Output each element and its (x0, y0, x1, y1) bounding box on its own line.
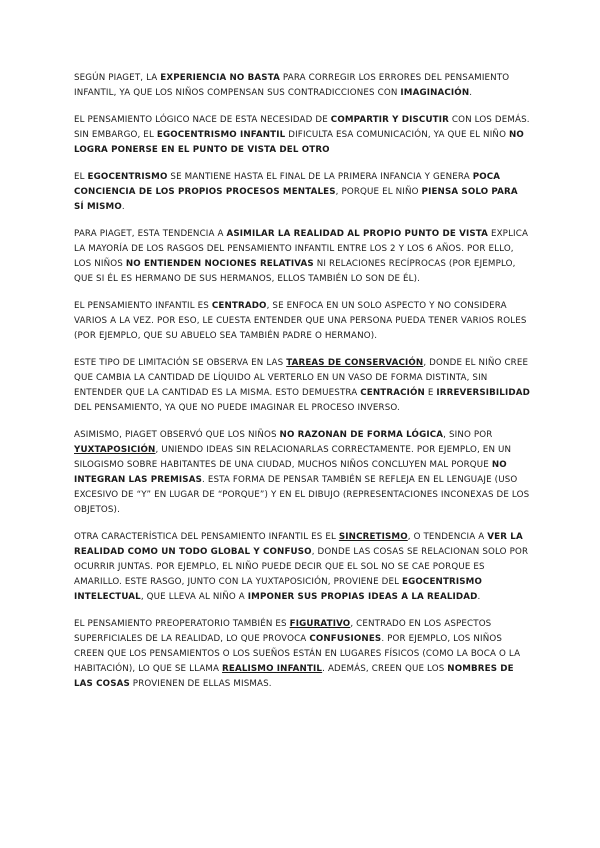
paragraph (74, 617, 530, 692)
text-run: EL PENSAMIENTO LÓGICO NACE DE ESTA NECESIDAD DE (74, 115, 331, 125)
bold-term: NO INTEGRAN LAS PREMISAS (74, 460, 507, 485)
bold-term: NO LOGRA PONERSE EN EL PUNTO DE VISTA DEL OTRO (74, 130, 524, 155)
text-run: , DONDE LAS COSAS SE RELACIONAN SOLO POR OCURRIR JUNTAS. POR EJEMPLO, EL NIÑO PUEDE DECIR QUE EL SOL NO SE CAE PORQUE ES AMARILLO. ESTE RASGO, JUNTO CON LA YUXTAPOSICIÓN, PROVIENE DEL (74, 547, 529, 587)
text-run: . ADEMÁS, CREEN QUE LOS (322, 664, 448, 674)
bold-term: CENTRADO (211, 301, 267, 311)
text-run: EL (74, 172, 88, 182)
bold-term: EGOCENTRISMO INFANTIL (156, 130, 286, 140)
text-run: E (424, 388, 437, 398)
text-run: PARA PIAGET, ESTA TENDENCIA A (74, 229, 227, 239)
text-run: ESTE TIPO DE LIMITACIÓN SE OBSERVA EN LAS (74, 358, 287, 368)
text-run: , UNIENDO IDEAS SIN RELACIONARLAS CORRECTAMENTE. POR EJEMPLO, EN UN SILOGISMO SOBRE HABITANTES DE UNA CIUDAD, MUCHOS NIÑOS CONCLUYEN MAL PORQUE (74, 445, 512, 470)
bold-term: NO RAZONAN DE FORMA LÓGICA (279, 430, 444, 440)
bold-term: PIENSA SOLO PARA SÍ MISMO (74, 187, 518, 212)
text-run: , QUE LLEVA AL NIÑO A (140, 592, 248, 602)
paragraph (74, 227, 530, 287)
text-run: EL PENSAMIENTO INFANTIL ES (74, 301, 212, 311)
text-run: . ESTA FORMA DE PENSAR TAMBIÉN SE REFLEJA EN EL LENGUAJE (USO EXCESIVO DE “Y” EN LUGAR DE “PORQUE”) Y EN EL DIBUJO (REPRESENTACIONES INCONEXAS DE LOS OBJETOS). (74, 475, 530, 515)
document-page (74, 71, 530, 704)
bold-term: CENTRACIÓN (360, 388, 425, 398)
bold-term: EXPERIENCIA NO BASTA (160, 73, 280, 83)
text-run: NI RELACIONES RECÍPROCAS (POR EJEMPLO, QUE SI ÉL ES HERMANO DE SUS HERMANOS, ELLOS TAMBIÉN LO SON DE ÉL). (74, 259, 516, 284)
paragraph (74, 170, 530, 215)
text-run: CON LOS DEMÁS. SIN EMBARGO, EL (74, 115, 530, 140)
bold-term: VER LA REALIDAD COMO UN TODO GLOBAL Y CONFUSO (74, 532, 523, 557)
text-run: , SE ENFOCA EN UN SOLO ASPECTO Y NO CONSIDERA VARIOS A LA VEZ. POR ESO, LE CUESTA ENTENDER QUE UNA PERSONA PUEDA TENER VARIOS ROLES (POR EJEMPLO, QUE SU ABUELO SEA TAMBIÉN PADRE O HERMANO). (74, 301, 527, 341)
text-run: , SINO POR (443, 430, 493, 440)
text-run: ASIMISMO, PIAGET OBSERVÓ QUE LOS NIÑOS (74, 430, 280, 440)
bold-term: EGOCENTRISMO INTELECTUAL (74, 577, 482, 602)
text-run: DEL PENSAMIENTO, YA QUE NO PUEDE IMAGINAR EL PROCESO INVERSO. (74, 403, 400, 413)
bold-term: NO ENTIENDEN NOCIONES RELATIVAS (125, 259, 314, 269)
underlined-bold-term: SINCRETISMO (338, 532, 408, 542)
bold-term: EGOCENTRISMO (87, 172, 168, 182)
text-run: DIFICULTA ESA COMUNICACIÓN, YA QUE EL NIÑO (285, 130, 509, 140)
underlined-bold-term: TAREAS DE CONSERVACIÓN (286, 358, 424, 368)
paragraph (74, 428, 530, 518)
text-run: . (469, 88, 473, 98)
bold-term: IRREVERSIBILIDAD (436, 388, 530, 398)
text-run: . (121, 202, 125, 212)
bold-term: POCA CONCIENCIA DE LOS PROPIOS PROCESOS MENTALES (74, 172, 501, 197)
bold-term: COMPARTIR Y DISCUTIR (330, 115, 449, 125)
bold-term: ASIMILAR LA REALIDAD AL PROPIO PUNTO DE VISTA (226, 229, 489, 239)
paragraph (74, 113, 530, 158)
bold-term: IMAGINACIÓN (400, 88, 470, 98)
text-run: , CENTRADO EN LOS ASPECTOS SUPERFICIALES DE LA REALIDAD, LO QUE PROVOCA (74, 619, 492, 644)
underlined-bold-term: YUXTAPOSICIÓN (74, 445, 156, 455)
text-run: SE MANTIENE HASTA EL FINAL DE LA PRIMERA INFANCIA Y GENERA (167, 172, 473, 182)
text-run: , DONDE EL NIÑO CREE QUE CAMBIA LA CANTIDAD DE LÍQUIDO AL VERTERLO EN UN VASO DE FORMA DISTINTA, SIN ENTENDER QUE LA CANTIDAD ES LA MISMA. ESTO DEMUESTRA (74, 358, 529, 398)
text-run: PROVIENEN DE ELLAS MISMAS. (129, 679, 272, 689)
text-run: , O TENDENCIA A (407, 532, 488, 542)
paragraph (74, 71, 530, 101)
text-run: SEGÚN PIAGET, LA (74, 73, 161, 83)
text-run: OTRA CARACTERÍSTICA DEL PENSAMIENTO INFANTIL ES EL (74, 532, 339, 542)
text-run: . (477, 592, 481, 602)
text-run: EXPLICA LA MAYORÍA DE LOS RASGOS DEL PENSAMIENTO INFANTIL ENTRE LOS 2 Y LOS 6 AÑOS. POR ELLO, LOS NIÑOS (74, 229, 529, 269)
text-run: . POR EJEMPLO, LOS NIÑOS CREEN QUE LOS PENSAMIENTOS O LOS SUEÑOS ESTÁN EN LUGARES FÍSICOS (COMO LA BOCA O LA HABITACIÓN), LO QUE SE LLAMA (74, 634, 521, 674)
paragraph (74, 530, 530, 605)
text-run: EL PENSAMIENTO PREOPERATORIO TAMBIÉN ES (74, 619, 290, 629)
paragraph (74, 299, 530, 344)
bold-term: IMPONER SUS PROPIAS IDEAS A LA REALIDAD (247, 592, 478, 602)
bold-term: NOMBRES DE LAS COSAS (74, 664, 514, 689)
paragraph (74, 356, 530, 416)
text-run: PARA CORREGIR LOS ERRORES DEL PENSAMIENTO INFANTIL, YA QUE LOS NIÑOS COMPENSAN SUS CONTRADICCIONES CON (74, 73, 510, 98)
text-run: , PORQUE EL NIÑO (335, 187, 422, 197)
underlined-bold-term: REALISMO INFANTIL (222, 664, 323, 674)
bold-term: CONFUSIONES (309, 634, 382, 644)
underlined-bold-term: FIGURATIVO (289, 619, 351, 629)
